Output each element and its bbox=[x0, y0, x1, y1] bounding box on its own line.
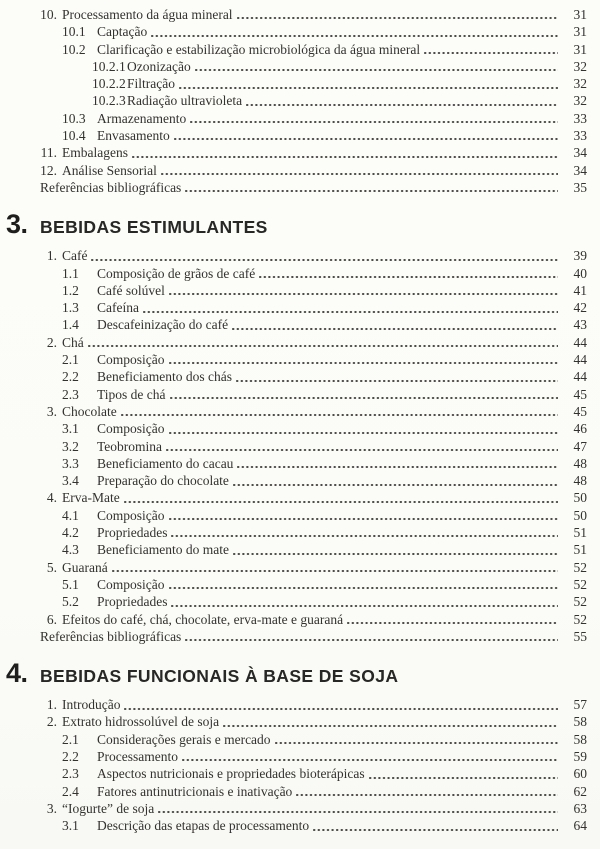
toc-entry-page: 52 bbox=[573, 559, 587, 575]
toc-entry-page: 51 bbox=[573, 542, 587, 558]
toc-entry-page: 57 bbox=[573, 697, 587, 713]
dot-leader-icon bbox=[158, 800, 558, 817]
dot-leader-icon bbox=[237, 6, 558, 23]
dot-leader-icon bbox=[233, 472, 558, 489]
toc-entry-number: 3.4 bbox=[62, 473, 79, 489]
dot-leader-icon bbox=[169, 420, 559, 437]
toc-entry-page: 40 bbox=[573, 265, 587, 281]
toc-entry-label: Filtração bbox=[127, 76, 175, 92]
toc-entry-label: Descafeinização do café bbox=[97, 317, 229, 333]
toc-entry bbox=[0, 247, 587, 264]
toc-entry-page: 44 bbox=[573, 369, 587, 385]
dot-leader-icon bbox=[185, 628, 558, 645]
dot-leader-icon bbox=[132, 144, 558, 161]
toc-entry-page: 50 bbox=[573, 490, 587, 506]
toc-entry-page: 31 bbox=[573, 41, 587, 57]
toc-entry-page: 52 bbox=[573, 594, 587, 610]
toc-entry bbox=[0, 368, 587, 385]
dot-leader-icon bbox=[171, 524, 558, 541]
table-of-contents bbox=[0, 6, 587, 834]
dot-leader-icon bbox=[161, 162, 558, 179]
toc-entry-number: 10.3 bbox=[62, 110, 86, 126]
toc-entry-label: Preparação do chocolate bbox=[97, 473, 229, 489]
toc-entry-number: 3.1 bbox=[62, 818, 79, 834]
toc-entry-number: 1.4 bbox=[62, 317, 79, 333]
toc-entry-number: 12. bbox=[40, 162, 57, 178]
toc-entry-number: 10.1 bbox=[62, 24, 86, 40]
toc-entry bbox=[0, 58, 587, 75]
dot-leader-icon bbox=[171, 593, 558, 610]
dot-leader-icon bbox=[88, 334, 558, 351]
dot-leader-icon bbox=[259, 265, 558, 282]
section-title: BEBIDAS ESTIMULANTES bbox=[40, 217, 268, 238]
toc-entry-label: Tipos de chá bbox=[97, 386, 166, 402]
dot-leader-icon bbox=[369, 765, 558, 782]
toc-entry-number: 5.2 bbox=[62, 594, 79, 610]
toc-entry-page: 31 bbox=[573, 24, 587, 40]
toc-entry bbox=[0, 334, 587, 351]
section-heading bbox=[0, 210, 587, 241]
toc-section bbox=[0, 6, 587, 196]
toc-entry-number: 10.2.1 bbox=[92, 58, 126, 74]
toc-entry-label: Chá bbox=[62, 334, 84, 350]
toc-entry-number: 2.4 bbox=[62, 783, 79, 799]
toc-entry-number: 1. bbox=[46, 697, 57, 713]
dot-leader-icon bbox=[347, 611, 558, 628]
dot-leader-icon bbox=[246, 92, 558, 109]
toc-entry-page: 52 bbox=[573, 611, 587, 627]
toc-entry bbox=[0, 420, 587, 437]
toc-entry-label: Beneficiamento dos chás bbox=[97, 369, 232, 385]
toc-entry-label: Análise Sensorial bbox=[62, 162, 157, 178]
toc-entry-number: 1.3 bbox=[62, 300, 79, 316]
toc-entry bbox=[0, 524, 587, 541]
toc-entry-page: 33 bbox=[573, 128, 587, 144]
toc-entry-number: 2. bbox=[46, 714, 57, 730]
toc-entry-label: Envasamento bbox=[97, 128, 170, 144]
toc-entry bbox=[0, 127, 587, 144]
toc-entry-label: Chocolate bbox=[62, 403, 117, 419]
toc-entry-label: Processamento da água mineral bbox=[62, 7, 233, 22]
toc-entry-page: 41 bbox=[573, 282, 587, 298]
dot-leader-icon bbox=[195, 58, 558, 75]
dot-leader-icon bbox=[169, 282, 558, 299]
toc-entry-number: 10.2 bbox=[62, 41, 86, 57]
toc-entry-label: Clarificação e estabilização microbiológica da água mineral bbox=[97, 41, 421, 57]
toc-entry-page: 32 bbox=[573, 58, 587, 74]
toc-entry bbox=[0, 489, 587, 506]
toc-entry-number: 2.2 bbox=[62, 369, 79, 385]
toc-entry-number: 10. bbox=[40, 7, 57, 22]
toc-entry bbox=[0, 455, 587, 472]
toc-entry-page: 33 bbox=[573, 110, 587, 126]
toc-entry-page: 47 bbox=[573, 438, 587, 454]
toc-entry-label: Radiação ultravioleta bbox=[127, 93, 243, 109]
toc-entry-label: Introdução bbox=[62, 697, 121, 713]
toc-entry-number: 4. bbox=[46, 490, 57, 506]
dot-leader-icon bbox=[185, 179, 558, 196]
toc-entry-page: 52 bbox=[573, 576, 587, 592]
toc-entry bbox=[0, 75, 587, 92]
toc-entry-label: Descrição das etapas de processamento bbox=[97, 818, 310, 834]
toc-entry-label: Beneficiamento do cacau bbox=[97, 455, 234, 471]
toc-entry bbox=[0, 438, 587, 455]
toc-entry bbox=[0, 403, 587, 420]
section-entries bbox=[0, 6, 587, 196]
toc-entry bbox=[0, 282, 587, 299]
toc-entry-label: Extrato hidrossolúvel de soja bbox=[62, 714, 220, 730]
dot-leader-icon bbox=[223, 713, 558, 730]
toc-entry-number: 2.3 bbox=[62, 766, 79, 782]
toc-entry-label: Composição bbox=[97, 576, 165, 592]
toc-entry-label: Composição bbox=[97, 421, 165, 437]
dot-leader-icon bbox=[190, 110, 558, 127]
toc-entry bbox=[0, 265, 587, 282]
toc-entry-page: 34 bbox=[573, 145, 587, 161]
toc-entry-page: 59 bbox=[573, 748, 587, 764]
toc-entry-label: Propriedades bbox=[97, 594, 168, 610]
toc-entry bbox=[0, 6, 587, 23]
toc-entry-label: Cafeína bbox=[97, 300, 139, 316]
toc-entry-number: 4.3 bbox=[62, 542, 79, 558]
toc-entry bbox=[0, 316, 587, 333]
toc-entry bbox=[0, 299, 587, 316]
toc-entry bbox=[0, 611, 587, 628]
toc-entry-label: Considerações gerais e mercado bbox=[97, 731, 271, 747]
toc-entry-label: Erva-Mate bbox=[62, 490, 120, 506]
section-title: BEBIDAS FUNCIONAIS À BASE DE SOJA bbox=[40, 666, 399, 687]
dot-leader-icon bbox=[275, 731, 558, 748]
dot-leader-icon bbox=[169, 576, 559, 593]
toc-entry-label: Ozonização bbox=[127, 58, 191, 74]
toc-entry-label: Café solúvel bbox=[97, 282, 165, 298]
dot-leader-icon bbox=[169, 351, 559, 368]
dot-leader-icon bbox=[174, 127, 558, 144]
toc-entry-page: 58 bbox=[573, 714, 587, 730]
dot-leader-icon bbox=[232, 316, 558, 333]
toc-entry bbox=[0, 748, 587, 765]
dot-leader-icon bbox=[143, 299, 558, 316]
toc-entry-page: 45 bbox=[573, 403, 587, 419]
toc-entry bbox=[0, 628, 587, 645]
toc-entry-label: Teobromina bbox=[97, 438, 163, 454]
dot-leader-icon bbox=[91, 247, 558, 264]
toc-entry-page: 44 bbox=[573, 352, 587, 368]
toc-entry-page: 39 bbox=[573, 248, 587, 264]
toc-entry-page: 44 bbox=[573, 334, 587, 350]
toc-entry bbox=[0, 576, 587, 593]
toc-entry bbox=[0, 507, 587, 524]
dot-leader-icon bbox=[170, 386, 558, 403]
dot-leader-icon bbox=[233, 541, 558, 558]
toc-entry-label: Composição de grãos de café bbox=[97, 265, 256, 281]
dot-leader-icon bbox=[237, 455, 558, 472]
toc-entry-number: 6. bbox=[46, 611, 57, 627]
toc-entry-page: 48 bbox=[573, 455, 587, 471]
toc-entry-page: 62 bbox=[573, 783, 587, 799]
toc-entry-page: 50 bbox=[573, 507, 587, 523]
toc-entry-label: Composição bbox=[97, 352, 165, 368]
toc-entry-label: Guaraná bbox=[62, 559, 108, 575]
toc-entry bbox=[0, 731, 587, 748]
toc-entry-number: 3.3 bbox=[62, 455, 79, 471]
dot-leader-icon bbox=[424, 41, 558, 58]
section-number: 3. bbox=[6, 209, 28, 240]
toc-entry-label: Armazenamento bbox=[97, 110, 187, 126]
dot-leader-icon bbox=[151, 23, 558, 40]
toc-entry-number: 5. bbox=[46, 559, 57, 575]
toc-entry-number: 10.2.3 bbox=[92, 93, 126, 109]
toc-entry bbox=[0, 593, 587, 610]
toc-entry-number: 4.1 bbox=[62, 507, 79, 523]
toc-entry-number: 11. bbox=[40, 145, 57, 161]
toc-entry-page: 43 bbox=[573, 317, 587, 333]
toc-entry-number: 1. bbox=[46, 248, 57, 264]
section-entries bbox=[0, 696, 587, 834]
toc-entry-number: 3. bbox=[46, 800, 57, 816]
dot-leader-icon bbox=[124, 696, 558, 713]
section-entries bbox=[0, 247, 587, 645]
toc-entry-label: Beneficiamento do mate bbox=[97, 542, 229, 558]
section-heading bbox=[0, 659, 587, 690]
toc-entry bbox=[0, 817, 587, 834]
toc-entry bbox=[0, 713, 587, 730]
toc-entry-label: Referências bibliográficas bbox=[40, 628, 182, 644]
dot-leader-icon bbox=[166, 438, 558, 455]
toc-entry-page: 51 bbox=[573, 525, 587, 541]
dot-leader-icon bbox=[296, 783, 558, 800]
toc-entry-number: 2.2 bbox=[62, 748, 79, 764]
toc-entry-page: 46 bbox=[573, 421, 587, 437]
toc-entry bbox=[0, 541, 587, 558]
toc-entry bbox=[0, 41, 587, 58]
toc-entry-number: 3.1 bbox=[62, 421, 79, 437]
toc-entry bbox=[0, 386, 587, 403]
dot-leader-icon bbox=[112, 559, 558, 576]
toc-entry-number: 1.2 bbox=[62, 282, 79, 298]
toc-entry-page: 55 bbox=[573, 628, 587, 644]
toc-entry-label: “Iogurte” de soja bbox=[62, 800, 155, 816]
toc-entry-label: Efeitos do café, chá, chocolate, erva-mate e guaraná bbox=[62, 611, 344, 627]
toc-entry-label: Propriedades bbox=[97, 525, 168, 541]
toc-entry bbox=[0, 351, 587, 368]
toc-entry bbox=[0, 110, 587, 127]
toc-entry bbox=[0, 783, 587, 800]
section-number: 4. bbox=[6, 658, 28, 689]
toc-entry-number: 10.4 bbox=[62, 128, 86, 144]
toc-entry bbox=[0, 92, 587, 109]
dot-leader-icon bbox=[121, 403, 558, 420]
toc-entry-page: 60 bbox=[573, 766, 587, 782]
toc-entry-number: 2.1 bbox=[62, 731, 79, 747]
toc-entry-page: 32 bbox=[573, 93, 587, 109]
dot-leader-icon bbox=[182, 748, 558, 765]
toc-entry-label: Composição bbox=[97, 507, 165, 523]
toc-entry-page: 45 bbox=[573, 386, 587, 402]
dot-leader-icon bbox=[236, 368, 558, 385]
toc-entry-label: Aspectos nutricionais e propriedades bioterápicas bbox=[97, 766, 365, 782]
toc-entry bbox=[0, 800, 587, 817]
toc-entry-number: 2. bbox=[46, 334, 57, 350]
toc-entry bbox=[0, 179, 587, 196]
toc-entry-page: 42 bbox=[573, 300, 587, 316]
toc-entry-page: 63 bbox=[573, 800, 587, 816]
toc-entry bbox=[0, 472, 587, 489]
toc-entry-number: 3.2 bbox=[62, 438, 79, 454]
toc-entry-label: Embalagens bbox=[62, 145, 128, 161]
toc-section bbox=[0, 210, 587, 645]
toc-entry-page: 64 bbox=[573, 818, 587, 834]
toc-entry-number: 5.1 bbox=[62, 576, 79, 592]
toc-entry-number: 4.2 bbox=[62, 525, 79, 541]
dot-leader-icon bbox=[124, 489, 558, 506]
toc-entry-number: 3. bbox=[46, 403, 57, 419]
toc-entry bbox=[0, 23, 587, 40]
toc-entry bbox=[0, 162, 587, 179]
toc-entry-label: Captação bbox=[97, 24, 148, 40]
toc-entry-label: Fatores antinutricionais e inativação bbox=[97, 783, 293, 799]
toc-entry-page: 31 bbox=[573, 7, 587, 22]
toc-entry-number: 2.1 bbox=[62, 352, 79, 368]
toc-entry-page: 48 bbox=[573, 473, 587, 489]
toc-entry-page: 34 bbox=[573, 162, 587, 178]
toc-section bbox=[0, 659, 587, 834]
dot-leader-icon bbox=[169, 507, 559, 524]
toc-entry-number: 1.1 bbox=[62, 265, 79, 281]
toc-entry-number: 10.2.2 bbox=[92, 76, 126, 92]
toc-entry bbox=[0, 144, 587, 161]
toc-entry-label: Processamento bbox=[97, 748, 178, 764]
toc-entry bbox=[0, 559, 587, 576]
toc-entry-number: 2.3 bbox=[62, 386, 79, 402]
toc-entry-page: 32 bbox=[573, 76, 587, 92]
toc-entry-page: 58 bbox=[573, 731, 587, 747]
toc-entry-label: Café bbox=[62, 248, 88, 264]
toc-entry bbox=[0, 765, 587, 782]
toc-entry-page: 35 bbox=[573, 179, 587, 195]
toc-entry bbox=[0, 696, 587, 713]
dot-leader-icon bbox=[179, 75, 558, 92]
toc-entry-label: Referências bibliográficas bbox=[40, 179, 182, 195]
dot-leader-icon bbox=[313, 817, 558, 834]
